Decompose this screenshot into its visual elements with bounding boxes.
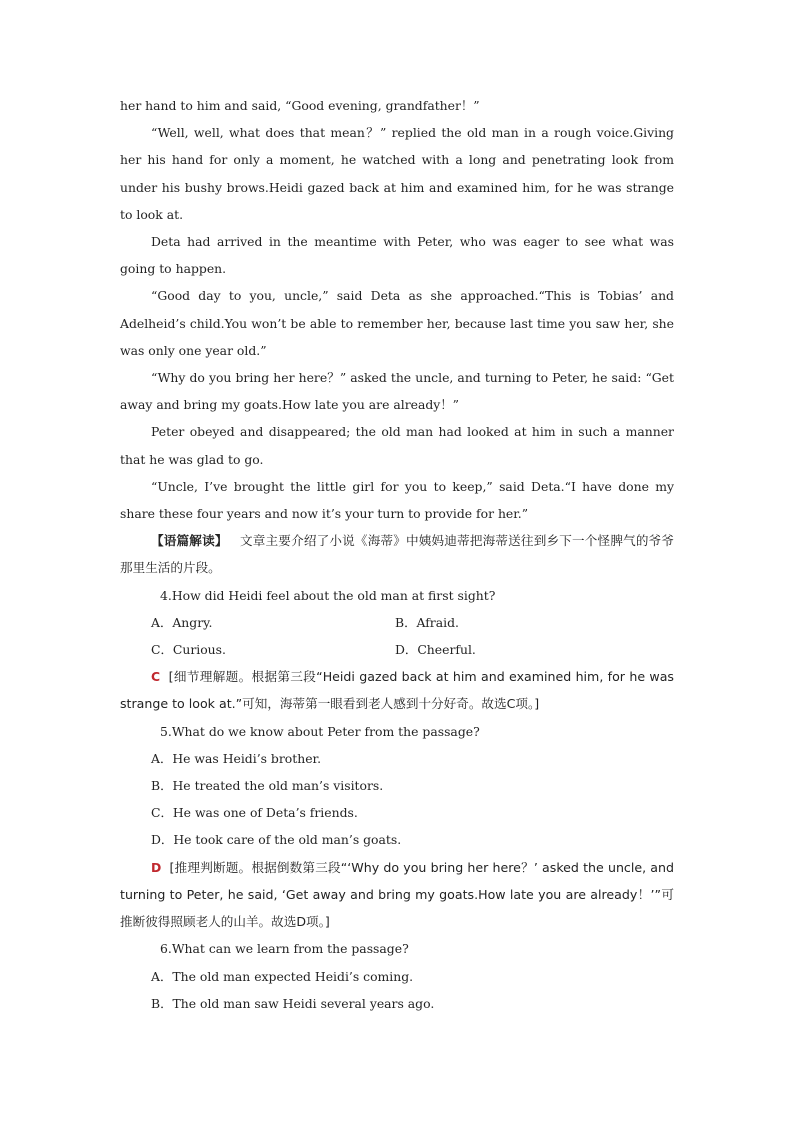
question-5-option-d: D．He took care of the old man’s goats. bbox=[151, 832, 402, 848]
question-4-options-row-2 bbox=[120, 636, 674, 663]
question-6-option-a: A．The old man expected Heidi’s coming. bbox=[151, 968, 414, 984]
question-5-option-a: A．He was Heidi’s brother. bbox=[151, 750, 322, 766]
passage-paragraph-1: her hand to him and said, “Good evening, grandfather！” bbox=[120, 98, 480, 113]
question-4-option-b: B．Afraid. bbox=[395, 614, 459, 630]
passage-paragraph-4: “Good day to you, uncle,” said Deta as she approached.“This is Tobias’ and Adelheid’s child.You won’t be able to remember her, because last time you saw her, she was only one year old.” bbox=[120, 288, 674, 358]
question-4-option-d: D．Cheerful. bbox=[395, 642, 476, 658]
question-5-explanation-text: [推理判断题。根据倒数第三段“‘Why do you bring her here？’ asked the uncle, and turning to Peter, he said, ‘Get away and bring my goats.How late you are already！’”可推断彼得照顾老人的山羊。故选D项。] bbox=[120, 859, 674, 930]
passage-paragraph-2: “Well, well, what does that mean？” replied the old man in a rough voice.Giving her his hand for only a moment, he watched with a long and penetrating look from under his bushy brows.Heidi gazed back at him and examined him, for he was strange to look at. bbox=[120, 125, 674, 222]
question-4-stem: 4.How did Heidi feel about the old man at first sight? bbox=[160, 587, 496, 603]
passage-paragraph-6: Peter obeyed and disappeared; the old man had looked at him in such a manner that he was glad to go. bbox=[120, 424, 674, 467]
question-5-option-c: C．He was one of Deta’s friends. bbox=[151, 805, 358, 821]
analysis-text: 文章主要介绍了小说《海蒂》中姨妈迪蒂把海蒂送往到乡下一个怪脾气的爷爷那里生活的片段。 bbox=[120, 533, 675, 576]
question-4-explanation-text: [细节理解题。根据第三段“Heidi gazed back at him and examined him, for he was strange to look at.”可知，海蒂第一眼看到老人感到十分好奇。故选C项。] bbox=[120, 669, 674, 712]
document-page bbox=[120, 92, 674, 1017]
passage-paragraph-7: “Uncle, I’ve brought the little girl for you to keep,” said Deta.“I have done my share these four years and now it’s your turn to provide for her.” bbox=[120, 478, 674, 522]
question-4-option-c: C．Curious. bbox=[151, 642, 226, 658]
question-6-stem: 6.What can we learn from the passage? bbox=[160, 941, 409, 957]
question-4-answer: C bbox=[151, 669, 161, 685]
question-5-answer: D bbox=[151, 859, 162, 875]
question-4-explanation bbox=[120, 663, 674, 717]
question-4-option-a: A．Angry. bbox=[151, 614, 213, 630]
passage-paragraph-5: “Why do you bring her here？” asked the uncle, and turning to Peter, he said: “Get away and bring my goats.How late you are already！” bbox=[120, 370, 674, 413]
question-5-explanation bbox=[120, 854, 674, 936]
question-4-options-row-1 bbox=[120, 609, 674, 636]
passage-paragraph-3: Deta had arrived in the meantime with Peter, who was eager to see what was going to happen. bbox=[120, 234, 674, 277]
question-6-option-b: B．The old man saw Heidi several years ago. bbox=[151, 995, 435, 1011]
analysis-label: 【语篇解读】 bbox=[151, 533, 228, 549]
question-5-option-b: B．He treated the old man’s visitors. bbox=[151, 778, 384, 794]
question-5-stem: 5.What do we know about Peter from the passage? bbox=[160, 723, 480, 739]
discourse-analysis bbox=[120, 527, 674, 581]
